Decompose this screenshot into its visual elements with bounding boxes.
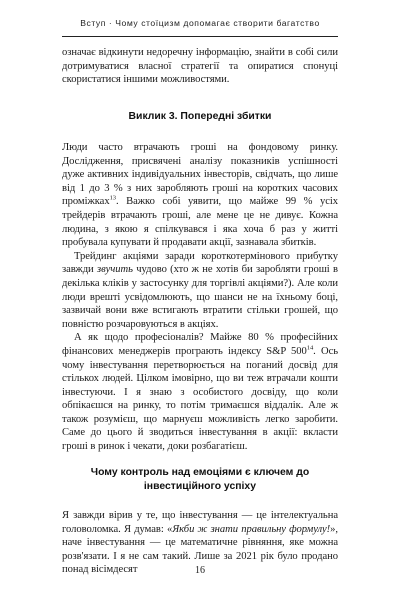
section-heading-emotions: Чому контроль над емоціями є ключем до інвестиційного успіху: [90, 467, 310, 492]
paragraph-professionals: [62, 331, 338, 453]
header-rule: [62, 36, 338, 37]
paragraph-text: », наче інвестування — це математичне рівняння, яке можна розв'язати. І я не сам такий. Лише за 2021 рік було продано понад вісімдесят: [62, 523, 338, 576]
paragraph-text: А як щодо професіоналів? Майже 80 % професійних фінансових менеджерів програють індексу S&P 500: [62, 332, 338, 357]
running-head: Вступ · Чому стоїцизм допомагає створити багатство: [80, 18, 320, 28]
paragraph-text: Трейдинг акціями заради короткотермінового прибутку завжди: [62, 250, 338, 276]
paragraph-text: означає відкинути недоречну інформацію, знайти в собі сили дотримуватися власної стратегії та опиратися спонуці скористатися іншими можливостями.: [62, 47, 338, 86]
paragraph-text: Люди часто втрачають гроші на фондовому ринку. Дослідження, присвячені аналізу показників успішності дуже активних індивідуальних інвесторів, свідчать, що лише від 1 до 3 % з них заробляють гроші на коротких часових проміжках: [62, 142, 338, 208]
page-number: 16: [195, 565, 205, 576]
paragraph-text: Я завжди вірив у те, що інвестування — це інтелектуальна головоломка. Я думав: «: [62, 510, 338, 535]
paragraph-losses: [62, 141, 338, 250]
paragraph-trading: [62, 250, 338, 332]
paragraph-intro-continuation: [62, 46, 338, 87]
footnote-ref: 14: [306, 344, 314, 352]
emphasis: звучить: [97, 264, 133, 276]
paragraph-text: . Ось чому інвестування перетворюється на поганий досвід для стількох людей. Цілком імовірно, що ви теж втрачали кошти інвестуючи. І я знаю з особистого досвіду, що коли обпікаєшся на ринку, то потім тримаєшся віддалік. Але ж також розумієш, що марнуєш можливість легко заробити. Саме до цього й зводиться інвестування в акції: вкласти гроші в ринок і чекати, доки розбагатієш.: [62, 345, 339, 453]
section-heading-challenge-3: Виклик 3. Попередні збитки: [128, 111, 272, 122]
section-body: [62, 141, 338, 454]
emphasis: Якби ж знати правильну формулу!: [172, 523, 331, 535]
paragraph-text: чудово (хто ж не хотів би заробляти гроші в декілька кліків у застосунку для торгівлі акціями?). Але коли люди врешті усвідомлюють, що шанси не на їхньому боці, зазвичай вони вже встигають втратити стільки грошей, що повністю розчаровуються в акціях.: [62, 264, 338, 330]
paragraph-text: . Важко собі уявити, що майже 99 % усіх трейдерів втрачають гроші, але мене це не дивує. Кожна людина, з якою я спілкувався і яка хоча б раз у житті пробувала купувати й продавати акції, зазнавала збитків.: [62, 196, 338, 249]
footnote-ref: 13: [109, 194, 116, 202]
